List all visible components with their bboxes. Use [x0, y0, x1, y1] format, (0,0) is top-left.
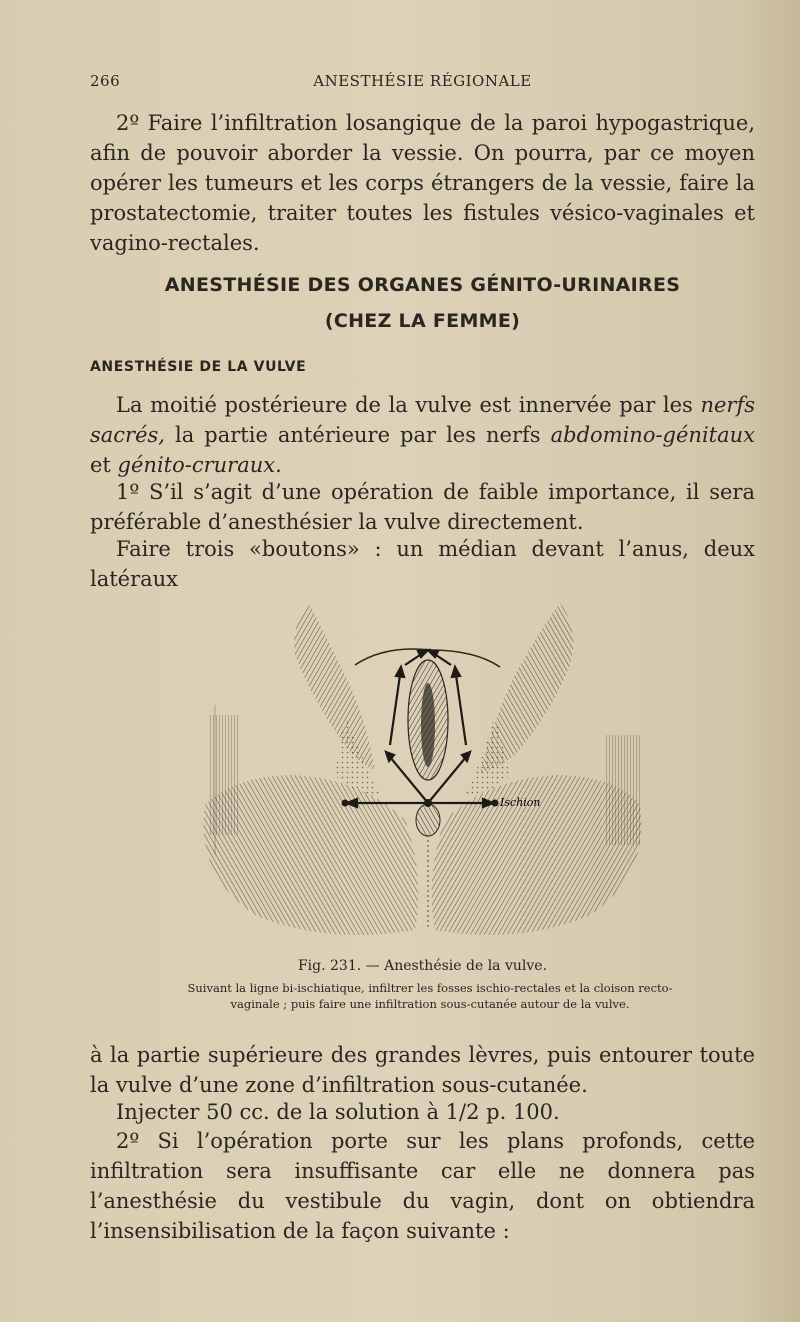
figure-caption: Suivant la ligne bi-ischiatique, infiltrer les fosses ischio-rectales et la cloison recto-vaginale ; puis faire une infiltration sous-cutanée autour de la vulve. — [187, 981, 673, 1011]
continuation-paragraph: à la partie supérieure des grandes lèvres, puis entourer toute la vulve d’une zone d’infiltration sous-cutanée. — [90, 1043, 755, 1097]
page-number: 266 — [90, 72, 121, 90]
vulve-paragraph — [90, 390, 755, 480]
point2-paragraph: 2º Si l’opération porte sur les plans profonds, cette infiltration sera insuffisante car elle ne donnera pas l’anesthésie du vestibule du vagin, dont on obtiendra l’insensibilisation de la façon suivante : — [90, 1129, 755, 1243]
subsection-title: ANESTHÉSIE DE LA VULVE — [90, 359, 307, 375]
text-segment: La moitié postérieure de la vulve est innervée par les — [116, 393, 701, 417]
term-genito-cruraux: génito-cruraux. — [117, 453, 282, 477]
section-title-line2: (CHEZ LA FEMME) — [324, 310, 521, 332]
point1-paragraph: 1º S’il s’agit d’une opération de faible importance, il sera préférable d’anesthésier la vulve directement. — [90, 480, 755, 534]
vulva-anesthesia-illustration — [195, 595, 650, 945]
left-thigh — [294, 605, 375, 770]
running-title: ANESTHÉSIE RÉGIONALE — [313, 72, 532, 90]
term-nerfs-sacres: nerfs sacrés, — [90, 393, 755, 447]
ischion-label: Ischion — [500, 796, 541, 809]
intro-paragraph: 2º Faire l’infiltration losangique de la paroi hypogastrique, afin de pouvoir aborder la vessie. On pourra, par ce moyen opérer les tumeurs et les corps étrangers de la vessie, faire la prostatectomie, traiter toutes les fistules vésico-vaginales et vagino-rectales. — [90, 111, 755, 255]
section-title-line1: ANESTHÉSIE DES ORGANES GÉNITO-URINAIRES — [164, 274, 681, 296]
text-segment: et — [90, 453, 118, 477]
figure-label: Fig. 231. — Anesthésie de la vulve. — [297, 958, 548, 974]
injecter-paragraph: Injecter 50 cc. de la solution à 1/2 p. 100. — [116, 1100, 560, 1124]
term-abdomino-genitaux: abdomino-génitaux — [550, 423, 755, 447]
boutons-paragraph: Faire trois «boutons» : un médian devant l’anus, deux latéraux — [90, 537, 755, 591]
text-segment: la partie antérieure par les nerfs — [164, 423, 551, 447]
page-header — [90, 72, 755, 94]
